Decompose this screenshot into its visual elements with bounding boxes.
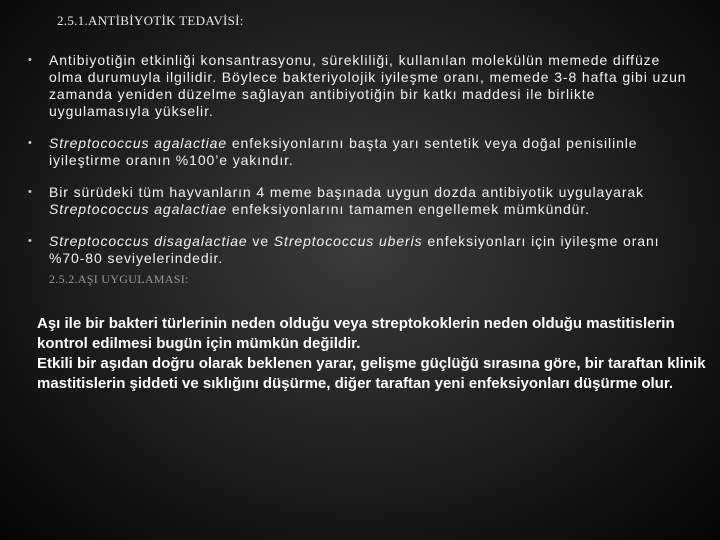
- body-paragraph: [37, 314, 709, 394]
- species-name: Streptococcus disagalactiae: [49, 233, 248, 249]
- bullet-text: Bir sürüdeki tüm hayvanların 4 meme başınada uygun dozda antibiyotik uygulayarak: [49, 184, 644, 200]
- bullet-text: Antibiyotiğin etkinliği konsantrasyonu, sürekliliği, kullanılan molekülün memede diffüze olma durumuyla ilgilidir. Böylece bakteriyolojik iyileşme oranı, memede 3-8 hafta gibi uzun zamanda yeniden düzelme sağlayan antibiyotiğin bir katkı maddesi ile birlikte uygulamasıyla yükselir.: [49, 52, 687, 119]
- bullet-list: [28, 52, 698, 267]
- paragraph-line: Etkili bir aşıdan doğru olarak beklenen yarar, gelişme güçlüğü sırasına göre, bir taraftan klinik mastitislerin şiddeti ve sıklığını düşürme, diğer taraftan yeni enfeksiyonları düşürme olur.: [37, 355, 706, 392]
- bullet-text: enfeksiyonlarını başta yarı sentetik veya doğal penisilinle iyileştirme oranın %100’e yakındır.: [49, 135, 638, 168]
- paragraph-line: Aşı ile bir bakteri türlerinin neden olduğu veya streptokoklerin neden olduğu mastitislerin kontrol edilmesi bugün için mümkün değildir.: [37, 315, 675, 352]
- bullet-text: enfeksiyonları için iyileşme oranı %70-80 seviyelerindedir.: [49, 233, 660, 266]
- bullet-item: [28, 184, 698, 218]
- bullet-item: [28, 52, 698, 120]
- species-name: Streptococcus agalactiae: [49, 201, 228, 217]
- bullet-marker: •: [28, 137, 33, 149]
- bullet-item: [28, 233, 698, 267]
- bullet-item: [28, 135, 698, 169]
- bullet-marker: •: [28, 186, 33, 198]
- bullet-text: enfeksiyonlarını tamamen engellemek mümkündür.: [227, 201, 590, 217]
- bullet-text: ve: [247, 233, 274, 249]
- section-heading: 2.5.1.ANTİBİYOTİK TEDAVİSİ:: [57, 13, 244, 28]
- subsection-heading: 2.5.2.AŞI UYGULAMASI:: [49, 272, 189, 286]
- species-name: Streptococcus agalactiae: [49, 135, 228, 151]
- bullet-marker: •: [28, 235, 33, 247]
- bullet-marker: •: [28, 54, 33, 66]
- species-name: Streptococcus uberis: [273, 233, 423, 249]
